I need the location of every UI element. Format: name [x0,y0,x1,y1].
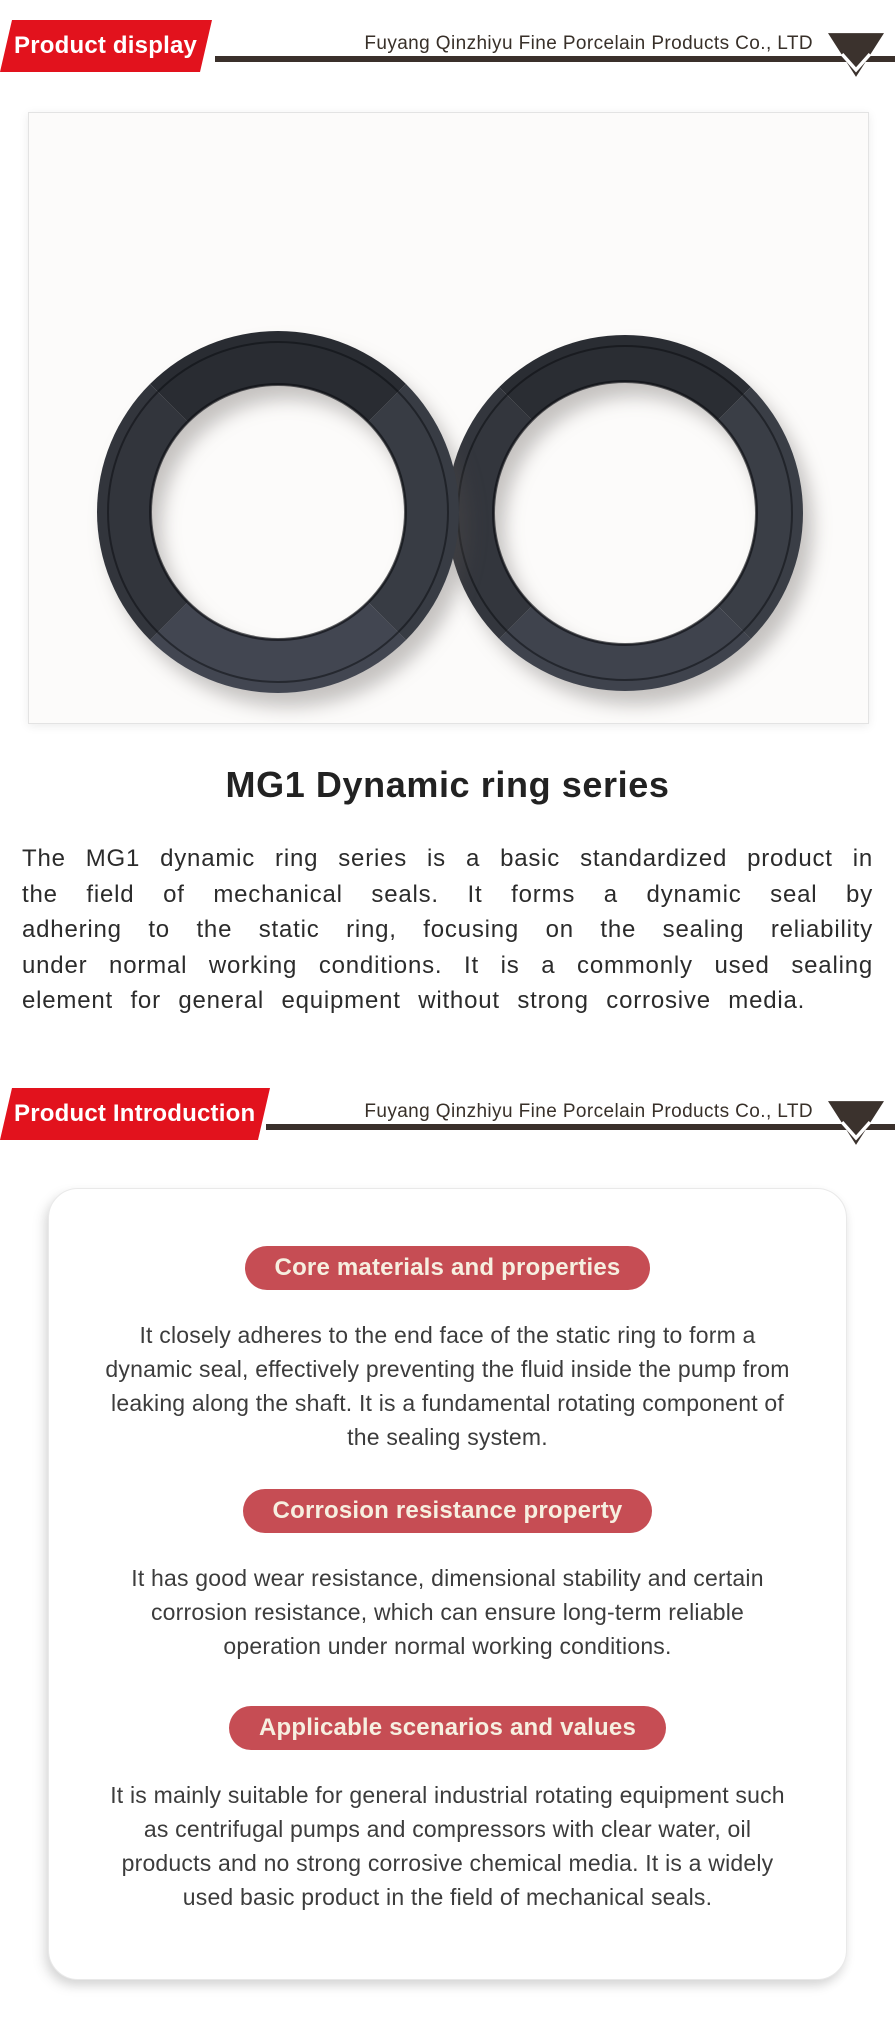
down-triangle-icon [828,30,884,80]
section-banner [0,1088,270,1140]
seal-ring-left [97,331,459,693]
banner-label: Product display [14,32,198,59]
section-banner [0,20,212,72]
header-product-display [0,0,895,100]
card-section-core-materials [49,1246,846,1454]
section-heading-pill: Core materials and properties [245,1246,651,1290]
divider-rule [266,1124,895,1130]
banner-label: Product Introduction [14,1100,256,1127]
section-heading-pill: Corrosion resistance property [243,1489,653,1533]
pill-row [49,1246,846,1290]
pill-row [49,1706,846,1750]
divider-rule [215,56,895,62]
product-description: The MG1 dynamic ring series is a basic standardized product in the field of mechanical seals. It forms a dynamic seal by adhering to the static ring, focusing on the sealing reliability under normal working conditions. It is a commonly used sealing element for general equipment without strong corrosive media. [22,845,873,1014]
seal-ring-right [447,335,803,691]
product-title: MG1 Dynamic ring series [225,764,670,805]
company-name: Fuyang Qinzhiyu Fine Porcelain Products Co., LTD [364,33,813,54]
company-name: Fuyang Qinzhiyu Fine Porcelain Products Co., LTD [364,1101,813,1122]
down-triangle-icon [828,1098,884,1148]
product-photo [28,112,869,724]
card-section-applicable-scenarios [49,1706,846,1914]
pill-row [49,1489,846,1533]
section-body: It is mainly suitable for general industrial rotating equipment such as centrifugal pumps and compressors with clear water, oil products and no strong corrosive chemical media. It is a widely used basic product in the field of mechanical seals. [110,1782,785,1910]
section-heading-pill: Applicable scenarios and values [229,1706,666,1750]
section-body: It closely adheres to the end face of the static ring to form a dynamic seal, effectively preventing the fluid inside the pump from leaking along the shaft. It is a fundamental rotating component of the sealing system. [105,1322,790,1450]
header-product-introduction [0,1068,895,1168]
card-section-corrosion-resistance [49,1489,846,1663]
section-body: It has good wear resistance, dimensional stability and certain corrosion resistance, which can ensure long-term reliable operation under normal working conditions. [131,1565,764,1659]
introduction-card [48,1188,847,1980]
